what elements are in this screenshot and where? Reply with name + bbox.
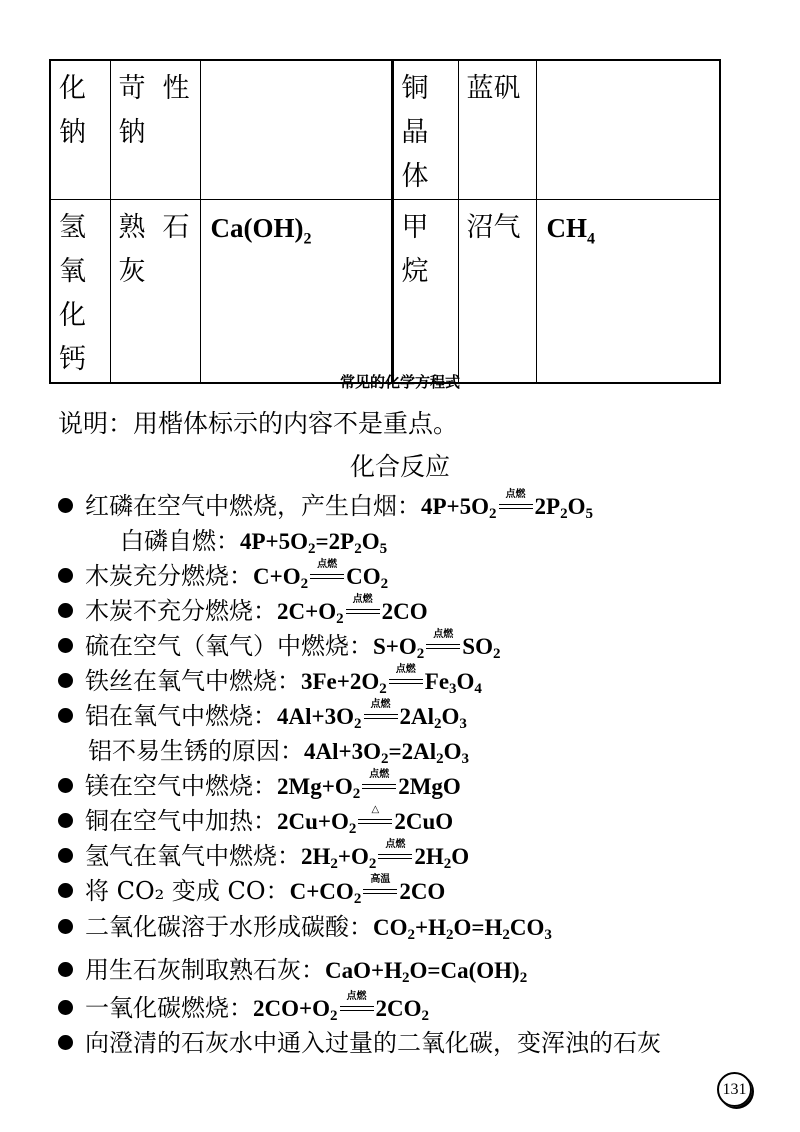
cell-text: 晶 xyxy=(401,117,429,148)
equals-line-bottom xyxy=(340,1010,374,1011)
equation-formula xyxy=(301,839,470,872)
equation-line xyxy=(58,873,445,909)
formula-subscript: 2 xyxy=(379,681,387,697)
formula-text: 4Al+3O xyxy=(277,704,354,729)
cell-common-name xyxy=(458,60,536,200)
page-subtitle: 常见的化学方程式 xyxy=(339,373,460,391)
cell-text: 烷 xyxy=(401,256,429,287)
reaction-condition xyxy=(378,839,412,862)
formula-text: +H xyxy=(415,915,446,940)
formula-subscript: 2 xyxy=(368,856,377,872)
formula-text: 4P+5O xyxy=(240,529,309,554)
equals-line-top xyxy=(346,609,380,610)
formula-text: CO xyxy=(509,915,545,940)
bullet-icon xyxy=(58,883,73,898)
formula-subscript: 2 xyxy=(354,541,362,557)
formula-text: CO xyxy=(373,915,408,940)
cell-text: 蓝矾 xyxy=(466,73,521,104)
equals-line-bottom xyxy=(358,823,392,824)
bullet-icon xyxy=(58,1000,73,1015)
bullet-icon xyxy=(58,919,73,934)
equation-line xyxy=(58,488,593,524)
formula-text: 2H xyxy=(414,844,444,869)
cell-formula xyxy=(200,200,392,384)
equation-formula xyxy=(240,529,388,557)
cell-formula xyxy=(536,60,720,200)
equation-label: 将 CO₂ 变成 CO： xyxy=(85,877,290,905)
equation-label: 一氧化碳燃烧： xyxy=(85,994,253,1022)
equation-formula xyxy=(277,804,454,837)
bullet-icon xyxy=(58,498,73,513)
equation-label: 木炭不充分燃烧： xyxy=(85,597,277,625)
reaction-condition xyxy=(340,991,374,1014)
equals-line-top xyxy=(340,1006,374,1007)
formula-text: CaO+H xyxy=(325,958,402,983)
reaction-condition xyxy=(310,559,344,582)
cell-text: 苛 xyxy=(118,73,146,104)
formula-text: 4P+5O xyxy=(421,494,490,519)
equation-formula xyxy=(304,739,469,767)
equation-line xyxy=(88,733,469,769)
bullet-icon xyxy=(58,638,73,653)
formula-text: C+CO xyxy=(289,879,354,904)
equation-line xyxy=(58,663,482,699)
formula-subscript: 2 xyxy=(436,751,444,767)
condition-label: 点燃 xyxy=(352,594,373,605)
formula-text: 3Fe+2O xyxy=(301,669,380,694)
bullet-icon xyxy=(58,603,73,618)
equals-line-bottom xyxy=(389,683,423,684)
formula-subscript: 4 xyxy=(587,230,595,248)
formula-subscript: 2 xyxy=(348,821,357,837)
equation-label: 氢气在氧气中燃烧： xyxy=(85,842,301,870)
equals-line-top xyxy=(310,574,344,575)
section-title: 化合反应 xyxy=(349,452,450,481)
formula-subscript: 4 xyxy=(474,681,482,697)
formula-text: SO xyxy=(462,634,493,659)
formula-text: CH xyxy=(546,213,587,243)
equation-label: 二氧化碳溶于水形成碳酸： xyxy=(85,913,373,941)
formula-text: 2CO xyxy=(381,599,428,624)
condition-label: 点燃 xyxy=(395,664,416,675)
bullet-icon xyxy=(58,673,73,688)
equation-label: 白磷自燃： xyxy=(120,527,240,555)
equals-line-bottom xyxy=(426,648,460,649)
cell-name xyxy=(392,200,458,384)
formula-subscript: 3 xyxy=(544,927,552,943)
bullet-icon xyxy=(58,1035,73,1050)
formula-subscript: 2 xyxy=(443,856,452,872)
formula-text: 2CO+O xyxy=(253,996,330,1021)
formula-subscript: 2 xyxy=(330,856,338,872)
bullet-icon xyxy=(58,813,73,828)
equation-label: 镁在空气中燃烧： xyxy=(85,772,277,800)
equation-formula xyxy=(421,489,593,522)
equation-label: 硫在空气（氧气）中燃烧： xyxy=(85,632,373,660)
equals-line-bottom xyxy=(362,788,396,789)
formula-subscript: 2 xyxy=(353,891,362,907)
equation-label: 木炭充分燃烧： xyxy=(85,562,253,590)
formula-subscript: 2 xyxy=(381,751,389,767)
bullet-icon xyxy=(58,708,73,723)
cell-common-name xyxy=(110,200,200,384)
cell-line xyxy=(119,206,200,250)
equation-line xyxy=(58,803,453,839)
reaction-condition xyxy=(389,664,423,687)
equation-formula xyxy=(373,629,501,662)
equals-line-top xyxy=(358,819,392,820)
formula-subscript: 2 xyxy=(446,927,454,943)
equation-line xyxy=(58,593,428,629)
formula-subscript: 2 xyxy=(380,576,389,592)
condition-label: 点燃 xyxy=(370,699,391,710)
bullet-icon xyxy=(58,962,73,977)
formula-text: =2Al xyxy=(388,739,437,764)
equation-line xyxy=(58,838,469,874)
formula-subscript: 2 xyxy=(402,970,410,986)
cell-text: 钠 xyxy=(118,117,146,148)
cell-text: 氧 xyxy=(59,256,86,287)
equation-formula xyxy=(301,664,482,697)
formula-text: 2Cu+O xyxy=(277,809,349,834)
cell-formula xyxy=(200,60,392,200)
equals-line-top xyxy=(378,854,412,855)
equation-formula xyxy=(277,699,467,732)
equation-line xyxy=(58,698,467,734)
equation-line xyxy=(58,990,429,1026)
equals-line-top xyxy=(364,714,398,715)
table-row xyxy=(50,60,720,200)
equals-line-bottom xyxy=(378,858,412,859)
formula-subscript: 2 xyxy=(336,611,344,627)
substance-table xyxy=(49,59,721,384)
formula-text: +O xyxy=(337,844,369,869)
equals-line-bottom xyxy=(363,893,397,894)
cell-text: 甲 xyxy=(401,212,429,243)
formula-subscript: 2 xyxy=(330,1008,338,1024)
formula-subscript: 2 xyxy=(308,541,316,557)
formula-subscript: 2 xyxy=(354,716,362,732)
formula-text: 2CO xyxy=(375,996,422,1021)
formula-subscript: 2 xyxy=(407,927,415,943)
formula-text: 2Mg+O xyxy=(277,774,353,799)
formula-text: 2P xyxy=(534,494,561,519)
equation-formula xyxy=(253,559,389,592)
cell-common-name xyxy=(458,200,536,384)
formula-subscript: 2 xyxy=(416,646,425,662)
equation-line xyxy=(58,558,388,594)
cell-text: 性 xyxy=(162,73,190,104)
cell-text: 钠 xyxy=(59,117,86,148)
equation-line xyxy=(120,523,387,559)
formula-text: O xyxy=(456,669,475,694)
formula-text: 2MgO xyxy=(398,774,461,799)
condition-label: 点燃 xyxy=(369,769,390,780)
formula-text: C+O xyxy=(253,564,301,589)
equation-label: 向澄清的石灰水中通入过量的二氧化碳，变浑浊的石灰 xyxy=(85,1029,661,1057)
formula-subscript: 2 xyxy=(352,786,361,802)
formula-subscript: 2 xyxy=(492,646,501,662)
equation-label: 红磷在空气中燃烧，产生白烟： xyxy=(85,492,421,520)
equation-line xyxy=(58,1025,661,1061)
reaction-condition xyxy=(358,804,392,827)
formula-text: CO xyxy=(346,564,381,589)
cell-text: 沼气 xyxy=(466,212,521,243)
formula-subscript: 2 xyxy=(489,506,497,522)
formula-text: O xyxy=(443,739,462,764)
equals-line-top xyxy=(426,644,460,645)
formula-text: 2H xyxy=(301,844,331,869)
equation-line xyxy=(58,909,552,945)
formula-text: O xyxy=(441,704,460,729)
cell-common-name xyxy=(110,60,200,200)
equation-formula xyxy=(277,594,428,627)
formula-subscript: 3 xyxy=(459,716,467,732)
bullet-icon xyxy=(58,778,73,793)
condition-label: △ xyxy=(371,804,380,815)
equation-formula xyxy=(277,769,461,802)
equals-line-bottom xyxy=(364,718,398,719)
cell-line xyxy=(119,67,200,111)
equals-line-bottom xyxy=(499,508,533,509)
formula-subscript: 2 xyxy=(434,716,442,732)
formula-text: 4Al+3O xyxy=(304,739,381,764)
equation-formula xyxy=(373,915,552,943)
cell-text: 石 xyxy=(162,212,190,243)
cell-name xyxy=(392,60,458,200)
formula-text: 2Al xyxy=(399,704,434,729)
formula-text: Fe xyxy=(424,669,450,694)
equation-line xyxy=(58,768,461,804)
bullet-icon xyxy=(58,848,73,863)
equation-label: 铜在空气中加热： xyxy=(85,807,277,835)
formula-subscript: 2 xyxy=(421,1008,429,1024)
formula-subscript: 5 xyxy=(585,506,593,522)
formula-text: O xyxy=(567,494,586,519)
cell-text: 钙 xyxy=(59,344,86,375)
equation-formula xyxy=(253,991,429,1024)
page-number: 131 xyxy=(717,1072,752,1107)
equation-label: 铝在氧气中燃烧： xyxy=(85,702,277,730)
note-text: 说明：用楷体标示的内容不是重点。 xyxy=(58,409,459,438)
equation-formula xyxy=(325,958,528,986)
condition-label: 点燃 xyxy=(505,489,526,500)
condition-label: 点燃 xyxy=(317,559,338,570)
formula-text: Ca(OH) xyxy=(210,213,304,243)
equals-line-top xyxy=(499,504,533,505)
cell-text: 灰 xyxy=(118,256,146,287)
reaction-condition xyxy=(499,489,533,512)
formula-text: O xyxy=(361,529,380,554)
cell-text: 体 xyxy=(401,161,429,192)
reaction-condition xyxy=(426,629,460,652)
formula-subscript: 5 xyxy=(379,541,388,557)
formula-subscript: 2 xyxy=(519,970,528,986)
reaction-condition xyxy=(362,769,396,792)
cell-text: 铜 xyxy=(401,73,429,104)
equation-label: 铝不易生锈的原因： xyxy=(88,737,304,765)
formula-subscript: 3 xyxy=(461,751,469,767)
formula-subscript: 2 xyxy=(560,506,568,522)
cell-name xyxy=(50,60,110,200)
formula-subscript: 2 xyxy=(303,230,312,248)
formula-subscript: 2 xyxy=(502,927,510,943)
condition-label: 点燃 xyxy=(346,991,367,1002)
equation-label: 铁丝在氧气中燃烧： xyxy=(85,667,301,695)
formula-text: 2C+O xyxy=(277,599,337,624)
cell-text: 化 xyxy=(59,73,86,104)
equals-line-top xyxy=(363,889,397,890)
equation-formula xyxy=(289,874,446,907)
equation-line xyxy=(58,628,500,664)
equation-line xyxy=(58,952,527,988)
equals-line-bottom xyxy=(346,613,380,614)
formula-text: 2CO xyxy=(399,879,446,904)
reaction-condition xyxy=(346,594,380,617)
table-row xyxy=(50,200,720,384)
formula-text: =2P xyxy=(315,529,355,554)
equals-line-top xyxy=(362,784,396,785)
equals-line-bottom xyxy=(310,578,344,579)
equals-line-top xyxy=(389,679,423,680)
formula-text: O xyxy=(451,844,470,869)
condition-label: 高温 xyxy=(370,874,391,885)
formula-text: O=H xyxy=(453,915,503,940)
formula-subscript: 2 xyxy=(300,576,309,592)
bullet-icon xyxy=(58,568,73,583)
equation-label: 用生石灰制取熟石灰： xyxy=(85,956,325,984)
cell-name xyxy=(50,200,110,384)
cell-text: 氢 xyxy=(59,212,86,243)
cell-text: 化 xyxy=(59,300,86,331)
formula-subscript: 3 xyxy=(449,681,457,697)
formula-text: S+O xyxy=(373,634,417,659)
formula-text: 2CuO xyxy=(394,809,454,834)
reaction-condition xyxy=(363,874,397,897)
condition-label: 点燃 xyxy=(385,839,406,850)
cell-formula xyxy=(536,200,720,384)
condition-label: 点燃 xyxy=(433,629,454,640)
reaction-condition xyxy=(364,699,398,722)
cell-text: 熟 xyxy=(118,212,146,243)
formula-text: O=Ca(OH) xyxy=(409,958,520,983)
